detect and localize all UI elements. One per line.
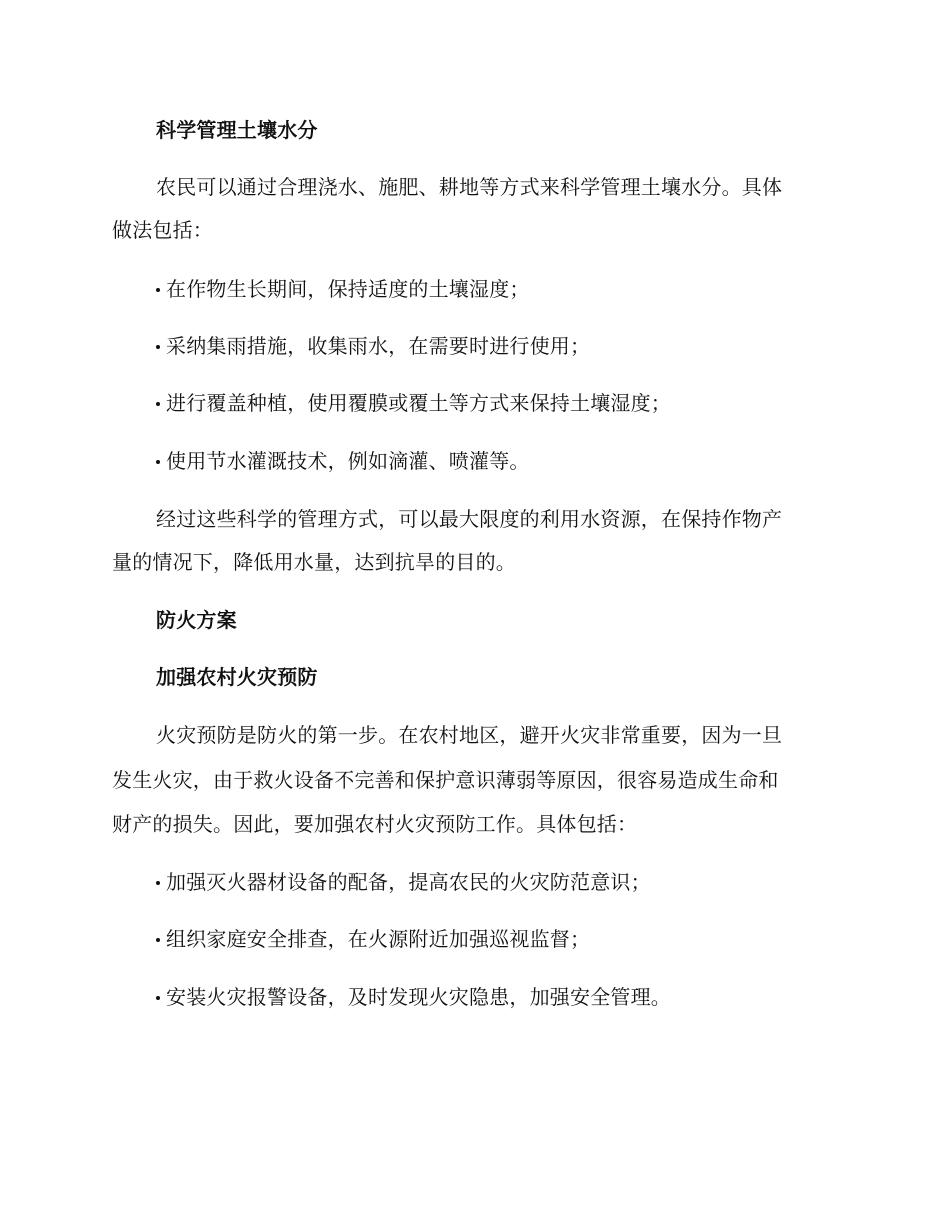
bullet-icon (156, 345, 160, 349)
bullet-icon (156, 938, 160, 942)
paragraph-soil-intro-line-1: 农民可以通过合理浇水、施肥、耕地等方式来科学管理土壤水分。具体 (156, 175, 783, 199)
list-item-text: 在作物生长期间，保持适度的土壤湿度； (166, 277, 530, 301)
list-item-fire-1 (156, 868, 651, 896)
bullet-icon (156, 881, 160, 885)
paragraph-fire-intro-line-2: 发生火灾，由于救火设备不完善和保护意识薄弱等原因，很容易造成生命和 (112, 768, 779, 792)
list-item-fire-3 (156, 983, 671, 1011)
list-item-soil-2 (156, 332, 590, 360)
bullet-icon (156, 460, 160, 464)
subsection-heading-fire-prevention: 加强农村火灾预防 (156, 665, 318, 689)
bullet-icon (156, 288, 160, 292)
list-item-text: 加强灭火器材设备的配备，提高农民的火灾防范意识； (166, 870, 651, 894)
list-item-text: 进行覆盖种植，使用覆膜或覆土等方式来保持土壤湿度； (166, 391, 671, 415)
list-item-text: 组织家庭安全排查，在火源附近加强巡视监督； (166, 927, 591, 951)
list-item-soil-3 (156, 389, 671, 417)
list-item-text: 使用节水灌溉技术，例如滴灌、喷灌等。 (166, 449, 530, 473)
paragraph-fire-intro-line-3: 财产的损失。因此，要加强农村火灾预防工作。具体包括： (112, 812, 638, 836)
section-heading-soil-moisture: 科学管理土壤水分 (156, 118, 318, 142)
bullet-icon (156, 996, 160, 1000)
paragraph-soil-conclusion-line-1: 经过这些科学的管理方式，可以最大限度的利用水资源，在保持作物产 (156, 507, 783, 531)
bullet-icon (156, 402, 160, 406)
section-heading-fire-plan: 防火方案 (156, 608, 237, 632)
list-item-fire-2 (156, 925, 590, 953)
list-item-soil-4 (156, 447, 530, 475)
paragraph-soil-intro-line-2: 做法包括： (112, 218, 213, 242)
paragraph-soil-conclusion-line-2: 量的情况下，降低用水量，达到抗旱的目的。 (112, 550, 516, 574)
list-item-soil-1 (156, 275, 530, 303)
list-item-text: 安装火灾报警设备，及时发现火灾隐患，加强安全管理。 (166, 985, 671, 1009)
list-item-text: 采纳集雨措施，收集雨水，在需要时进行使用； (166, 334, 591, 358)
paragraph-fire-intro-line-1: 火灾预防是防火的第一步。在农村地区，避开火灾非常重要，因为一旦 (156, 723, 783, 747)
